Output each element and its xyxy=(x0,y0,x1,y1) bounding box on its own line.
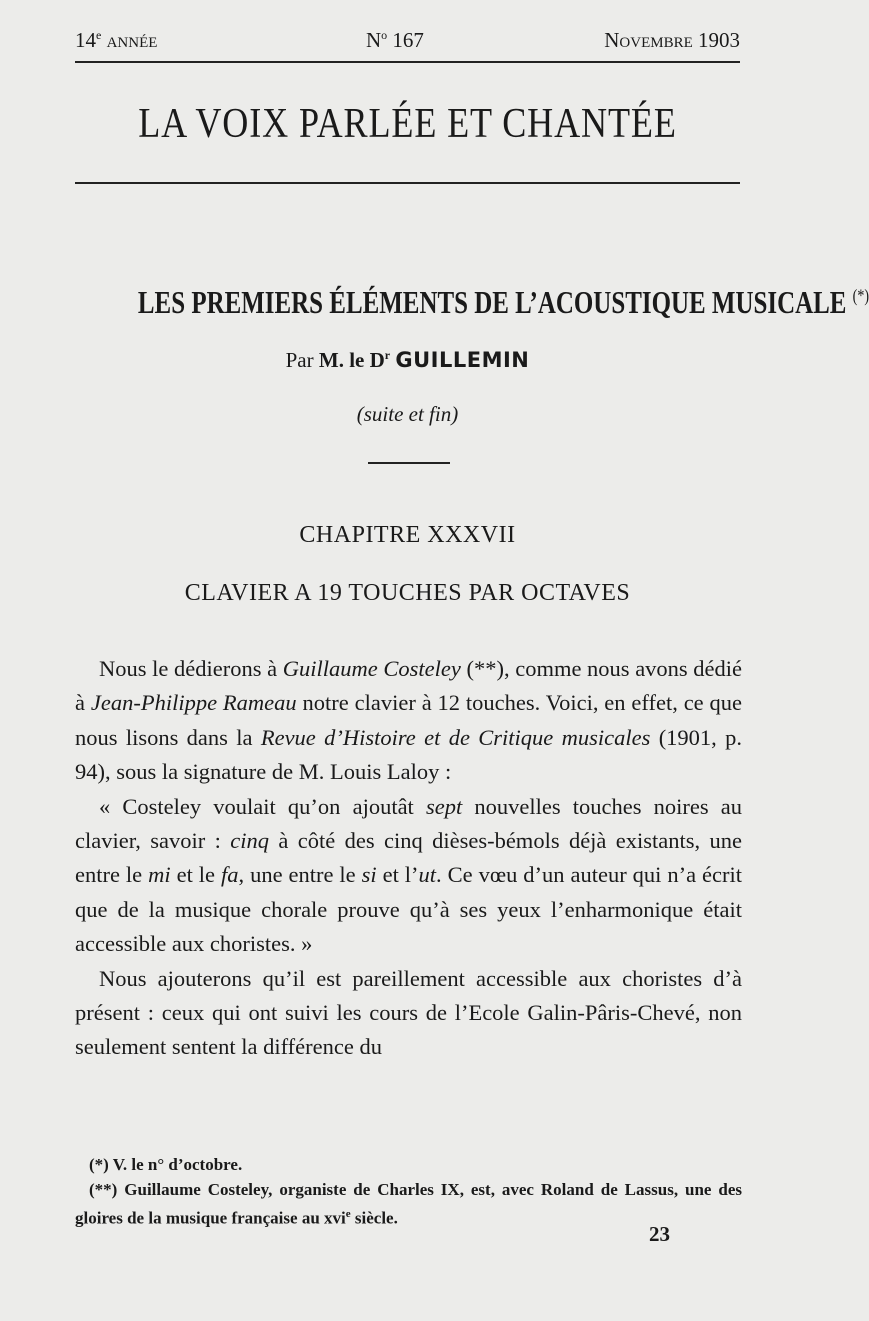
title-rule xyxy=(75,182,740,184)
year-label: 14e année xyxy=(75,28,158,52)
paragraph: Nous le dédierons à Guillaume Costeley (**), comme nous avons dédié à Jean-Philippe Rameau notre clavier à 12 touches. Voici, en effet, ce que nous lisons dans la Revue d’Histoire et de Critique musicales (1901, p. 94), sous la signature de M. Louis Laloy : xyxy=(75,656,743,785)
issue-number: $N^o$ 167 xyxy=(366,28,424,52)
issue-date: Novembre 1903 xyxy=(604,28,740,52)
body-text xyxy=(75,652,742,1065)
journal-title: LA VOIX PARLÉE ET CHANTÉE xyxy=(138,101,677,147)
continuation-note: (suite et fin) xyxy=(356,402,459,426)
chapter-subheading: CLAVIER A 19 TOUCHES PAR OCTAVES xyxy=(184,580,631,606)
section-divider xyxy=(368,462,450,464)
footnotes xyxy=(75,1152,742,1231)
byline: Par M. le $D^r$ GUILLEMIN xyxy=(285,348,530,372)
paragraph: Nous ajouterons qu’il est pareillement accessible aux choristes d’à présent : ceux qui ont suivi les cours de l’Ecole Galin-Pâris-Chevé, non seulement sentent la différence du xyxy=(75,965,742,1060)
footnote: (*) V. le n° d’octobre. xyxy=(89,1155,243,1174)
page-number: 23 xyxy=(649,1222,670,1246)
article-title: LES PREMIERS ÉLÉMENTS DE L’ACOUSTIQUE MUSICALE (*) xyxy=(137,284,869,320)
paragraph: « Costeley voulait qu’on ajoutât sept nouvelles touches noires au clavier, savoir : cinq à côté des cinq dièses-bémols déjà existants, une entre le mi et le fa, une entre le si et l’ut. Ce vœu d’un auteur qui n’a écrit que de la musique chorale prouve qu’à ses yeux l’enharmonique était accessible aux choristes. » xyxy=(75,793,743,957)
header-rule xyxy=(75,61,740,63)
running-header xyxy=(75,28,740,62)
footnote: (**) Guillaume Costeley, organiste de Charles IX, est, avec Roland de Lassus, une des gloires de la musique française au xvi$^e$ siècle. xyxy=(75,1180,742,1228)
chapter-heading: CHAPITRE XXXVII xyxy=(299,522,516,548)
